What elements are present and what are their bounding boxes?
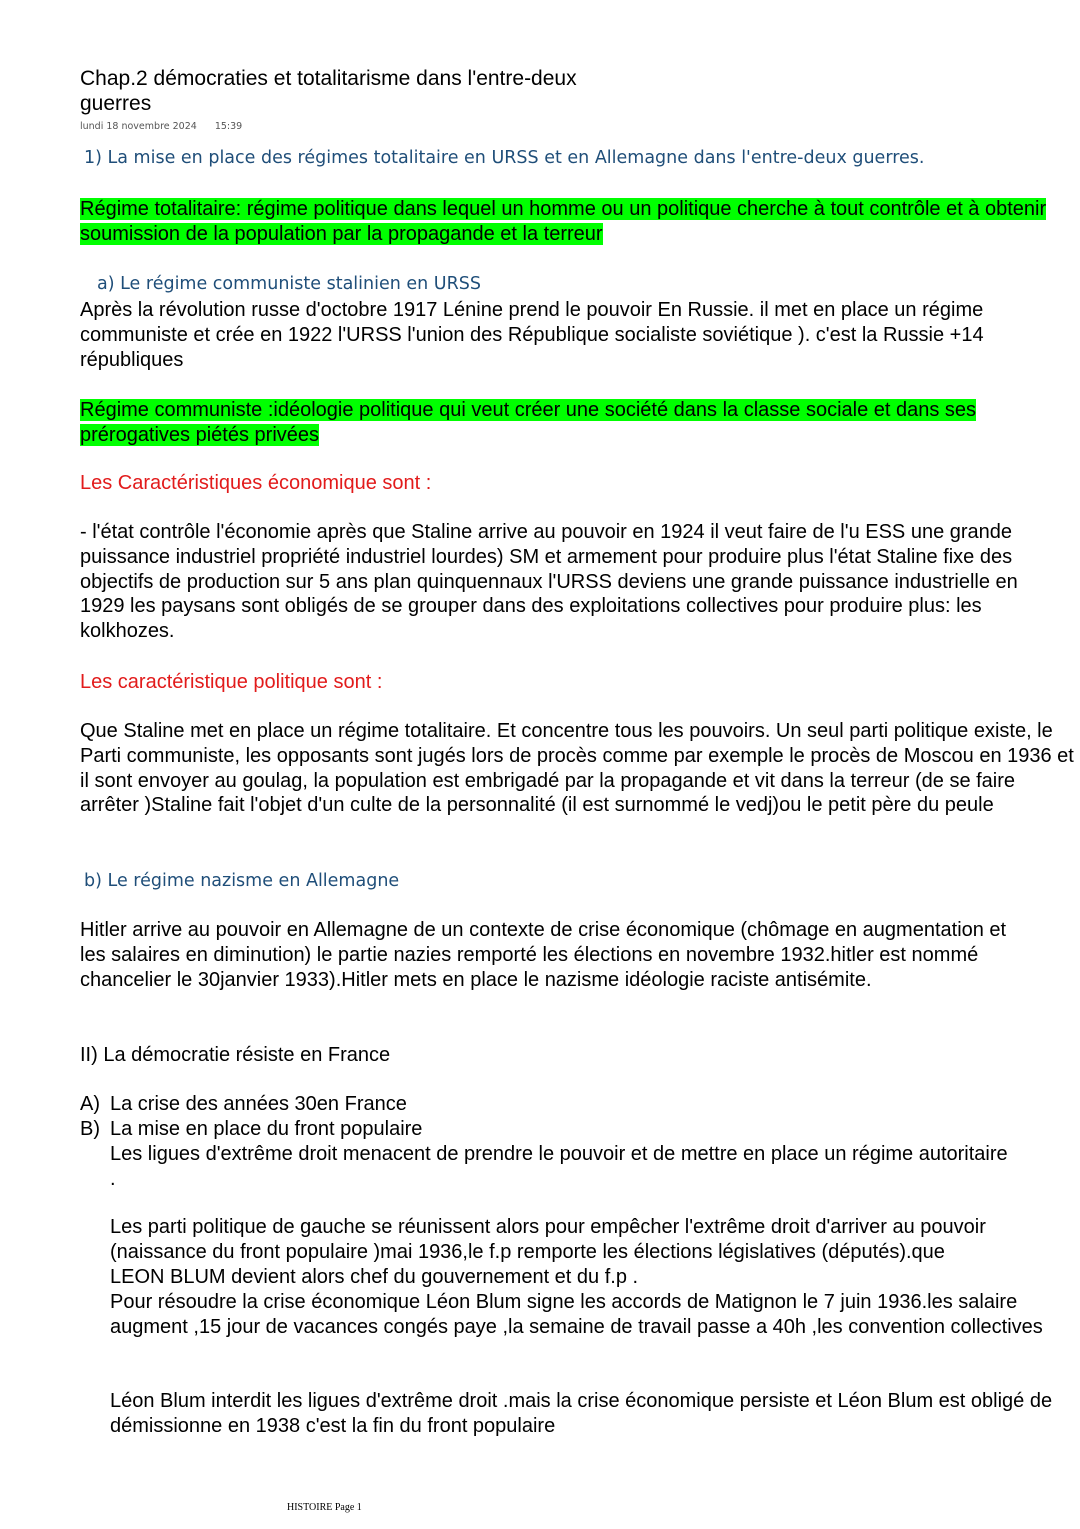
list-item-a — [80, 1092, 407, 1117]
list-item-b — [80, 1117, 422, 1142]
economic-heading: Les Caractéristiques économique sont : — [80, 472, 432, 494]
definition-communiste — [80, 398, 1055, 448]
page-title: Chap.2 démocraties et totalitarisme dans l'entre-deux guerres — [80, 67, 577, 115]
section-1-heading: 1) La mise en place des régimes totalitaire en URSS et en Allemagne dans l'entre-deux guerres. — [84, 148, 925, 168]
political-heading: Les caractéristique politique sont : — [80, 671, 383, 693]
definition-totalitaire-text: Régime totalitaire: régime politique dans lequel un homme ou un politique cherche à tout contrôle et à obtenir soumission de la population par la propagande et la terreur — [80, 198, 1047, 245]
page-meta — [80, 121, 242, 132]
section-a-heading: a) Le régime communiste stalinien en URSS — [97, 274, 481, 294]
list-item-a-marker: A) — [80, 1093, 100, 1115]
section-b-heading: b) Le régime nazisme en Allemagne — [84, 871, 400, 891]
front-populaire-paragraph-1: Les ligues d'extrême droit menacent de prendre le pouvoir et de mettre en place un régime autoritaire . — [110, 1143, 1008, 1190]
section-a-paragraph: Après la révolution russe d'octobre 1917 Lénine prend le pouvoir En Russie. il met en place un régime communiste et crée en 1922 l'URSS l'union des République socialiste soviétique ). c'est la Russie +14 républiques — [80, 299, 984, 371]
list-item-b-marker: B) — [80, 1118, 100, 1140]
front-populaire-paragraph-2: Les parti politique de gauche se réunissent alors pour empêcher l'extrême droit d'arriver au pouvoir (naissance du front populaire )mai 1936,le f.p remporte les élections législatives (députés).que LEON BLUM devient alors chef du gouvernement et du f.p . — [110, 1216, 986, 1288]
front-populaire-paragraph-3: Pour résoudre la crise économique Léon Blum signe les accords de Matignon le 7 juin 1936.les salaire augment ,15 jour de vacances congés paye ,la semaine de travail passe a 40h ,les convention collectives — [110, 1291, 1043, 1338]
page-footer: HISTOIRE Page 1 — [287, 1502, 362, 1513]
economic-paragraph: - l'état contrôle l'économie après que Staline arrive au pouvoir en 1924 il veut faire de l'u ESS une grande puissance industriel propriété industriel lourdes) SM et armement pour produire plus l'état Staline fixe des objectifs de production sur 5 ans plan quinquennaux l'URSS deviens une grande puissance industrielle en 1929 les paysans sont obligés de se grouper dans des exploitations collectives pour produire plus: les kolkhozes. — [80, 521, 1018, 643]
political-paragraph: Que Staline met en place un régime totalitaire. Et concentre tous les pouvoirs. Un seul parti politique existe, le Parti communiste, les opposants sont jugés lors de procès comme par exemple le procès de Moscou en 1936 et il sont envoyer au goulag, la population est embrigadé par la propagande et vit dans la terreur (de se faire arrêter )Staline fait l'objet d'un culte de la personnalité (il est surnommé le vedj)ou le petit père du peule — [80, 720, 1074, 817]
page-time: 15:39 — [214, 121, 243, 132]
list-item-a-text: La crise des années 30en France — [110, 1093, 407, 1115]
page-date: lundi 18 novembre 2024 — [80, 121, 197, 132]
section-2-heading: II) La démocratie résiste en France — [80, 1044, 391, 1066]
list-item-b-text: La mise en place du front populaire — [110, 1118, 423, 1140]
definition-totalitaire — [80, 197, 1070, 247]
section-b-paragraph: Hitler arrive au pouvoir en Allemagne de un contexte de crise économique (chômage en augmentation et les salaires en diminution) le partie nazies remporté les élections en novembre 1932.hitler est nommé chancelier le 30janvier 1933).Hitler mets en place le nazisme idéologie raciste antisémite. — [80, 919, 1007, 991]
front-populaire-paragraph-4: Léon Blum interdit les ligues d'extrême droit .mais la crise économique persiste et Léon Blum est obligé de démissionne en 1938 c'est la fin du front populaire — [110, 1390, 1053, 1437]
definition-communiste-text: Régime communiste :idéologie politique qui veut créer une société dans la classe sociale et dans ses prérogatives piétés privées — [80, 399, 977, 446]
